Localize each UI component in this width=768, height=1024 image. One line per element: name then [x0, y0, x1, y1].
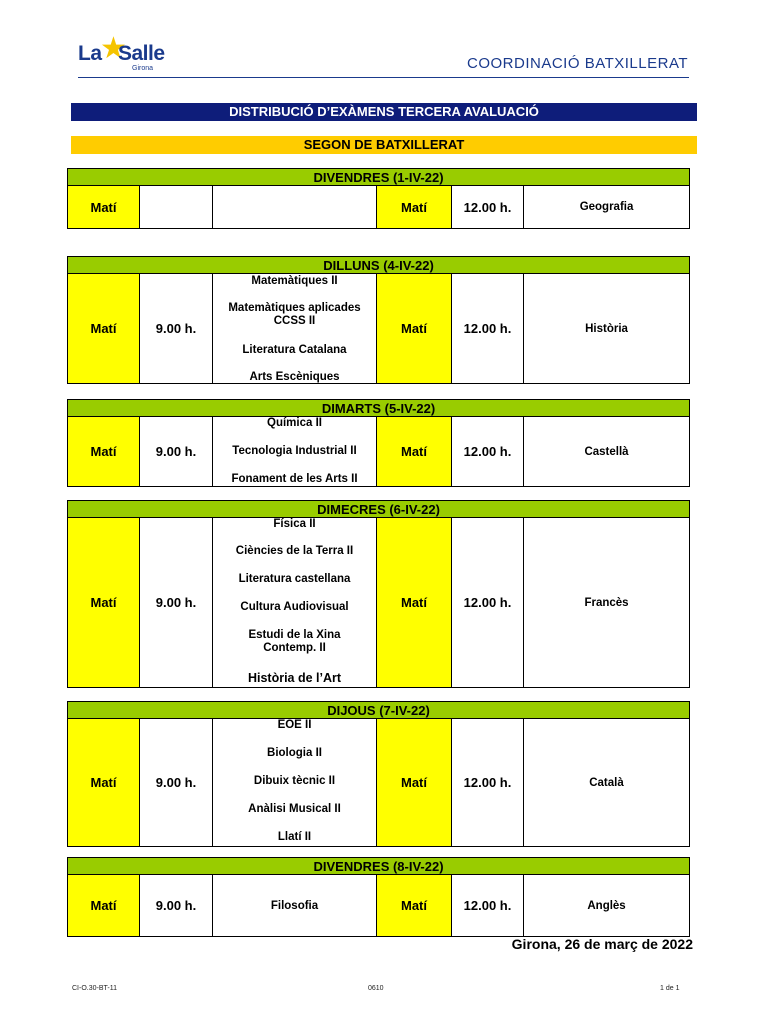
subject-text: Literatura castellana: [238, 573, 351, 585]
header-rule: [78, 77, 689, 78]
day-table: [67, 701, 690, 847]
subject-text: Biologia II: [267, 747, 322, 759]
subject-text: Filosofia: [270, 899, 319, 912]
page-number: 1 de 1: [660, 985, 680, 992]
exam-time: 12.00 h.: [452, 417, 524, 487]
exam-time: 12.00 h.: [452, 875, 524, 937]
subject-text: Anglès: [587, 899, 626, 912]
subject-text: Matemàtiques II: [251, 275, 338, 287]
signature-date: Girona, 26 de març de 2022: [511, 936, 693, 952]
logo-la-text: La: [78, 42, 102, 65]
slot-label: Matí: [377, 186, 452, 229]
exam-time: 9.00 h.: [140, 417, 213, 487]
slot-label: Matí: [68, 875, 140, 937]
subject-cell: [213, 186, 377, 229]
slot-label: Matí: [377, 417, 452, 487]
exam-time: 9.00 h.: [140, 518, 213, 688]
day-heading: DIVENDRES (8-IV-22): [68, 858, 690, 875]
slot-label: Matí: [377, 719, 452, 847]
document-title: DISTRIBUCIÓ D’EXÀMENS TERCERA AVALUACIÓ: [71, 103, 697, 121]
subject-cell: [213, 274, 377, 384]
subject-text: Matemàtiques aplicades CCSS II: [228, 302, 361, 327]
subject-cell: [524, 186, 690, 229]
slot-label: Matí: [377, 875, 452, 937]
subject-text: Història: [585, 322, 628, 335]
subject-text: Geografia: [579, 201, 634, 213]
slot-label: Matí: [68, 518, 140, 688]
day-table: [67, 256, 690, 384]
day-table: [67, 857, 690, 937]
day-heading: DIVENDRES (1-IV-22): [68, 169, 690, 186]
subject-text: Ciències de la Terra II: [235, 545, 354, 557]
coordination-heading: COORDINACIÓ BATXILLERAT: [467, 55, 688, 72]
subject-text: Francès: [584, 596, 629, 609]
exam-time: [140, 186, 213, 229]
slot-label: Matí: [68, 417, 140, 487]
subject-text: Arts Escèniques: [249, 371, 340, 383]
day-heading: DIMARTS (5-IV-22): [68, 400, 690, 417]
subject-text: Català: [589, 776, 624, 789]
day-table: [67, 399, 690, 487]
exam-time: 12.00 h.: [452, 186, 524, 229]
document-ref: 0610: [368, 985, 384, 992]
day-heading: DILLUNS (4-IV-22): [68, 257, 690, 274]
subject-cell: [524, 417, 690, 487]
subject-text: Castellà: [584, 445, 629, 458]
exam-time: 12.00 h.: [452, 518, 524, 688]
subject-cell: [524, 875, 690, 937]
subject-text: Fonament de les Arts II: [231, 473, 358, 485]
slot-label: Matí: [377, 518, 452, 688]
subject-text: Física II: [273, 518, 316, 530]
document-subtitle: SEGON DE BATXILLERAT: [71, 136, 697, 154]
day-table: [67, 500, 690, 688]
subject-text: EOE II: [277, 719, 312, 731]
day-heading: DIMECRES (6-IV-22): [68, 501, 690, 518]
subject-text: Química II: [267, 417, 322, 429]
subject-text: Cultura Audiovisual: [240, 601, 349, 613]
subject-cell: [213, 719, 377, 847]
day-table: [67, 168, 690, 229]
logo-salle-text: Salle: [118, 42, 165, 65]
subject-text: Llatí II: [277, 831, 312, 843]
day-heading: DIJOUS (7-IV-22): [68, 702, 690, 719]
exam-time: 9.00 h.: [140, 875, 213, 937]
slot-label: Matí: [68, 274, 140, 384]
subject-cell: [524, 719, 690, 847]
subject-cell: [213, 875, 377, 937]
subject-cell: [213, 417, 377, 487]
logo-girona-text: Girona: [132, 65, 154, 72]
subject-text: Estudi de la Xina Contemp. II: [248, 629, 341, 654]
exam-time: 9.00 h.: [140, 719, 213, 847]
exam-time: 12.00 h.: [452, 719, 524, 847]
subject-cell: [524, 518, 690, 688]
star-icon: ★: [100, 32, 127, 65]
subject-text: Anàlisi Musical II: [248, 803, 341, 815]
slot-label: Matí: [68, 719, 140, 847]
subject-cell: [213, 518, 377, 688]
subject-text: Tecnologia Industrial II: [232, 445, 357, 457]
subject-cell: [524, 274, 690, 384]
document-code: CI-O.30-BT-11: [72, 985, 117, 992]
slot-label: Matí: [68, 186, 140, 229]
subject-text: Dibuix tècnic II: [253, 775, 336, 787]
subject-text: Literatura Catalana: [242, 344, 347, 356]
la-salle-logo: [78, 32, 178, 74]
subject-text: Història de l’Art: [247, 671, 342, 685]
exam-time: 9.00 h.: [140, 274, 213, 384]
slot-label: Matí: [377, 274, 452, 384]
exam-time: 12.00 h.: [452, 274, 524, 384]
